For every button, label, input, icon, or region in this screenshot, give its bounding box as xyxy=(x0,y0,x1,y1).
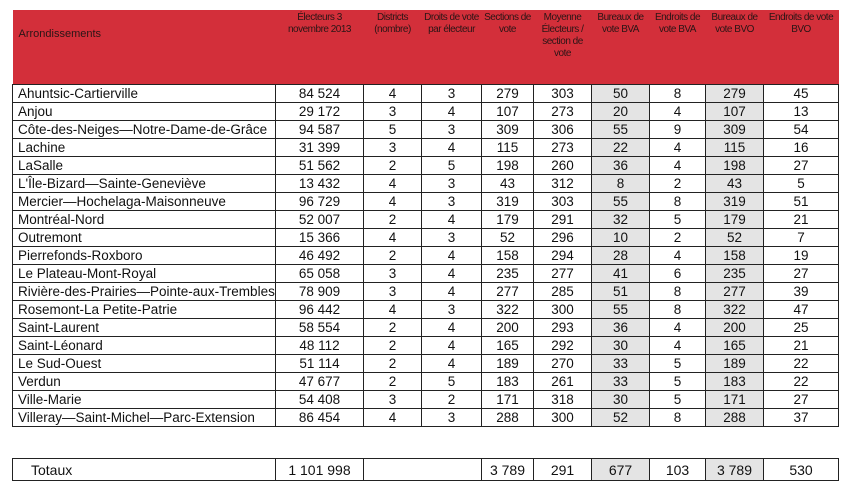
cell-droits-de-vote: 4 xyxy=(422,336,482,354)
table-row xyxy=(13,336,839,354)
cell-electeurs: 58 554 xyxy=(276,318,364,336)
cell-endroits-bva: 5 xyxy=(650,372,706,390)
cell-bureaux-bvo: 52 xyxy=(706,228,764,246)
cell-endroits-bvo: 22 xyxy=(764,354,839,372)
cell-electeurs: 13 432 xyxy=(276,174,364,192)
cell-bureaux-bva: 33 xyxy=(592,372,650,390)
table-row xyxy=(13,264,839,282)
table-row xyxy=(13,156,839,174)
cell-moyenne: 296 xyxy=(534,228,592,246)
cell-arrondissement: Outremont xyxy=(13,228,276,246)
cell-moyenne: 261 xyxy=(534,372,592,390)
table-row xyxy=(13,246,839,264)
cell-sections: 288 xyxy=(482,408,534,426)
cell-moyenne: 277 xyxy=(534,264,592,282)
table-row xyxy=(13,372,839,390)
cell-bureaux-bvo: 183 xyxy=(706,372,764,390)
cell-districts: 2 xyxy=(364,354,422,372)
header-row xyxy=(13,10,839,84)
cell-moyenne: 303 xyxy=(534,84,592,102)
cell-bureaux-bvo: 277 xyxy=(706,282,764,300)
cell-droits-de-vote: 2 xyxy=(422,390,482,408)
cell-droits-de-vote: 4 xyxy=(422,246,482,264)
totals-moyenne: 291 xyxy=(534,459,592,481)
cell-electeurs: 47 677 xyxy=(276,372,364,390)
cell-droits-de-vote: 3 xyxy=(422,174,482,192)
cell-droits-de-vote: 4 xyxy=(422,354,482,372)
cell-bureaux-bvo: 189 xyxy=(706,354,764,372)
cell-endroits-bva: 8 xyxy=(650,84,706,102)
cell-bureaux-bva: 30 xyxy=(592,336,650,354)
cell-bureaux-bvo: 179 xyxy=(706,210,764,228)
cell-bureaux-bva: 32 xyxy=(592,210,650,228)
cell-districts: 4 xyxy=(364,84,422,102)
cell-endroits-bvo: 51 xyxy=(764,192,839,210)
cell-endroits-bvo: 16 xyxy=(764,138,839,156)
cell-arrondissement: Rosemont-La Petite-Patrie xyxy=(13,300,276,318)
cell-electeurs: 54 408 xyxy=(276,390,364,408)
cell-districts: 2 xyxy=(364,156,422,174)
table-row xyxy=(13,318,839,336)
cell-endroits-bva: 9 xyxy=(650,120,706,138)
cell-moyenne: 260 xyxy=(534,156,592,174)
cell-districts: 4 xyxy=(364,300,422,318)
cell-endroits-bvo: 54 xyxy=(764,120,839,138)
cell-endroits-bvo: 7 xyxy=(764,228,839,246)
cell-arrondissement: L'Île-Bizard—Sainte-Geneviève xyxy=(13,174,276,192)
cell-sections: 179 xyxy=(482,210,534,228)
arrondissements-table xyxy=(12,10,839,427)
cell-moyenne: 292 xyxy=(534,336,592,354)
cell-electeurs: 94 587 xyxy=(276,120,364,138)
cell-bureaux-bvo: 235 xyxy=(706,264,764,282)
table-row xyxy=(13,210,839,228)
table-row xyxy=(13,102,839,120)
cell-sections: 52 xyxy=(482,228,534,246)
cell-bureaux-bvo: 115 xyxy=(706,138,764,156)
cell-bureaux-bva: 52 xyxy=(592,408,650,426)
cell-sections: 115 xyxy=(482,138,534,156)
cell-endroits-bvo: 13 xyxy=(764,102,839,120)
totals-districts xyxy=(364,459,422,481)
totals-endroits-bvo: 530 xyxy=(764,459,839,481)
cell-endroits-bvo: 27 xyxy=(764,264,839,282)
cell-bureaux-bva: 20 xyxy=(592,102,650,120)
cell-electeurs: 48 112 xyxy=(276,336,364,354)
cell-arrondissement: Mercier—Hochelaga-Maisonneuve xyxy=(13,192,276,210)
cell-electeurs: 15 366 xyxy=(276,228,364,246)
cell-droits-de-vote: 5 xyxy=(422,156,482,174)
cell-droits-de-vote: 3 xyxy=(422,300,482,318)
cell-bureaux-bvo: 198 xyxy=(706,156,764,174)
totals-row xyxy=(13,459,839,481)
cell-districts: 2 xyxy=(364,336,422,354)
cell-sections: 165 xyxy=(482,336,534,354)
totals-sections: 3 789 xyxy=(482,459,534,481)
cell-bureaux-bvo: 158 xyxy=(706,246,764,264)
cell-arrondissement: Lachine xyxy=(13,138,276,156)
cell-bureaux-bva: 36 xyxy=(592,318,650,336)
header-districts: Districts (nombre) xyxy=(364,10,422,84)
cell-electeurs: 65 058 xyxy=(276,264,364,282)
cell-sections: 171 xyxy=(482,390,534,408)
header-endroits-bvo: Endroits de vote BVO xyxy=(764,10,839,84)
cell-districts: 3 xyxy=(364,390,422,408)
table-row xyxy=(13,84,839,102)
cell-bureaux-bva: 28 xyxy=(592,246,650,264)
cell-endroits-bva: 8 xyxy=(650,408,706,426)
cell-endroits-bvo: 39 xyxy=(764,282,839,300)
cell-bureaux-bva: 30 xyxy=(592,390,650,408)
cell-sections: 158 xyxy=(482,246,534,264)
header-endroits-bva: Endroits de vote BVA xyxy=(650,10,706,84)
cell-endroits-bvo: 27 xyxy=(764,156,839,174)
cell-electeurs: 29 172 xyxy=(276,102,364,120)
cell-endroits-bva: 5 xyxy=(650,210,706,228)
cell-arrondissement: Pierrefonds-Roxboro xyxy=(13,246,276,264)
cell-endroits-bva: 8 xyxy=(650,282,706,300)
cell-endroits-bva: 4 xyxy=(650,336,706,354)
cell-districts: 2 xyxy=(364,372,422,390)
cell-endroits-bvo: 21 xyxy=(764,336,839,354)
cell-districts: 3 xyxy=(364,282,422,300)
cell-arrondissement: Ahuntsic-Cartierville xyxy=(13,84,276,102)
cell-districts: 5 xyxy=(364,120,422,138)
cell-arrondissement: Côte-des-Neiges—Notre-Dame-de-Grâce xyxy=(13,120,276,138)
cell-moyenne: 318 xyxy=(534,390,592,408)
cell-sections: 200 xyxy=(482,318,534,336)
cell-bureaux-bvo: 165 xyxy=(706,336,764,354)
header-arrondissements: Arrondissements xyxy=(13,10,276,84)
cell-bureaux-bvo: 171 xyxy=(706,390,764,408)
cell-endroits-bva: 5 xyxy=(650,354,706,372)
cell-endroits-bvo: 37 xyxy=(764,408,839,426)
cell-endroits-bvo: 22 xyxy=(764,372,839,390)
cell-sections: 43 xyxy=(482,174,534,192)
cell-droits-de-vote: 3 xyxy=(422,120,482,138)
cell-bureaux-bva: 8 xyxy=(592,174,650,192)
cell-moyenne: 270 xyxy=(534,354,592,372)
table-row xyxy=(13,174,839,192)
cell-endroits-bvo: 19 xyxy=(764,246,839,264)
cell-arrondissement: Verdun xyxy=(13,372,276,390)
cell-electeurs: 96 729 xyxy=(276,192,364,210)
cell-bureaux-bvo: 309 xyxy=(706,120,764,138)
cell-electeurs: 96 442 xyxy=(276,300,364,318)
cell-arrondissement: Anjou xyxy=(13,102,276,120)
cell-endroits-bva: 4 xyxy=(650,318,706,336)
cell-moyenne: 294 xyxy=(534,246,592,264)
cell-sections: 277 xyxy=(482,282,534,300)
header-sections-de-vote: Sections de vote xyxy=(482,10,534,84)
cell-electeurs: 84 524 xyxy=(276,84,364,102)
cell-bureaux-bvo: 43 xyxy=(706,174,764,192)
cell-endroits-bva: 4 xyxy=(650,138,706,156)
cell-arrondissement: Rivière-des-Prairies—Pointe-aux-Trembles xyxy=(13,282,276,300)
cell-arrondissement: Montréal-Nord xyxy=(13,210,276,228)
cell-bureaux-bva: 41 xyxy=(592,264,650,282)
table-row xyxy=(13,120,839,138)
cell-districts: 2 xyxy=(364,210,422,228)
header-electeurs: Électeurs 3 novembre 2013 xyxy=(276,10,364,84)
cell-moyenne: 273 xyxy=(534,102,592,120)
cell-endroits-bvo: 27 xyxy=(764,390,839,408)
cell-districts: 4 xyxy=(364,192,422,210)
cell-arrondissement: Saint-Léonard xyxy=(13,336,276,354)
cell-endroits-bva: 4 xyxy=(650,156,706,174)
table-row xyxy=(13,138,839,156)
cell-bureaux-bva: 10 xyxy=(592,228,650,246)
cell-arrondissement: Saint-Laurent xyxy=(13,318,276,336)
cell-endroits-bvo: 5 xyxy=(764,174,839,192)
cell-arrondissement: Ville-Marie xyxy=(13,390,276,408)
cell-droits-de-vote: 4 xyxy=(422,282,482,300)
cell-sections: 235 xyxy=(482,264,534,282)
cell-districts: 4 xyxy=(364,228,422,246)
header-bureaux-bva: Bureaux de vote BVA xyxy=(592,10,650,84)
cell-arrondissement: Le Sud-Ouest xyxy=(13,354,276,372)
cell-bureaux-bvo: 322 xyxy=(706,300,764,318)
cell-endroits-bvo: 47 xyxy=(764,300,839,318)
cell-electeurs: 51 114 xyxy=(276,354,364,372)
cell-endroits-bva: 4 xyxy=(650,246,706,264)
cell-droits-de-vote: 4 xyxy=(422,138,482,156)
cell-endroits-bva: 8 xyxy=(650,300,706,318)
cell-bureaux-bvo: 200 xyxy=(706,318,764,336)
cell-droits-de-vote: 3 xyxy=(422,408,482,426)
cell-bureaux-bvo: 288 xyxy=(706,408,764,426)
cell-sections: 279 xyxy=(482,84,534,102)
cell-sections: 183 xyxy=(482,372,534,390)
totals-droits xyxy=(422,459,482,481)
cell-electeurs: 52 007 xyxy=(276,210,364,228)
cell-moyenne: 312 xyxy=(534,174,592,192)
cell-bureaux-bva: 50 xyxy=(592,84,650,102)
cell-bureaux-bva: 33 xyxy=(592,354,650,372)
cell-electeurs: 51 562 xyxy=(276,156,364,174)
totals-endroits-bva: 103 xyxy=(650,459,706,481)
table-row xyxy=(13,228,839,246)
cell-moyenne: 303 xyxy=(534,192,592,210)
cell-moyenne: 291 xyxy=(534,210,592,228)
table-row xyxy=(13,192,839,210)
cell-arrondissement: LaSalle xyxy=(13,156,276,174)
cell-droits-de-vote: 4 xyxy=(422,210,482,228)
cell-moyenne: 300 xyxy=(534,300,592,318)
cell-arrondissement: Le Plateau-Mont-Royal xyxy=(13,264,276,282)
cell-droits-de-vote: 3 xyxy=(422,192,482,210)
table-row xyxy=(13,390,839,408)
cell-droits-de-vote: 4 xyxy=(422,318,482,336)
header-bureaux-bvo: Bureaux de vote BVO xyxy=(706,10,764,84)
cell-electeurs: 78 909 xyxy=(276,282,364,300)
cell-bureaux-bva: 22 xyxy=(592,138,650,156)
cell-arrondissement: Villeray—Saint-Michel—Parc-Extension xyxy=(13,408,276,426)
totals-table xyxy=(12,458,839,481)
cell-bureaux-bva: 55 xyxy=(592,192,650,210)
totals-label: Totaux xyxy=(13,459,276,481)
cell-bureaux-bva: 55 xyxy=(592,300,650,318)
cell-districts: 3 xyxy=(364,102,422,120)
header-droits-de-vote: Droits de vote par électeur xyxy=(422,10,482,84)
cell-droits-de-vote: 3 xyxy=(422,84,482,102)
cell-bureaux-bvo: 107 xyxy=(706,102,764,120)
cell-moyenne: 273 xyxy=(534,138,592,156)
cell-moyenne: 293 xyxy=(534,318,592,336)
cell-bureaux-bva: 36 xyxy=(592,156,650,174)
table-row xyxy=(13,300,839,318)
cell-sections: 107 xyxy=(482,102,534,120)
cell-sections: 309 xyxy=(482,120,534,138)
cell-endroits-bva: 2 xyxy=(650,228,706,246)
cell-districts: 4 xyxy=(364,408,422,426)
cell-sections: 322 xyxy=(482,300,534,318)
cell-droits-de-vote: 3 xyxy=(422,228,482,246)
cell-districts: 2 xyxy=(364,246,422,264)
cell-droits-de-vote: 5 xyxy=(422,372,482,390)
cell-bureaux-bva: 55 xyxy=(592,120,650,138)
cell-bureaux-bvo: 319 xyxy=(706,192,764,210)
cell-electeurs: 31 399 xyxy=(276,138,364,156)
header-moyenne-electeurs: Moyenne Électeurs / section de vote xyxy=(534,10,592,84)
cell-electeurs: 86 454 xyxy=(276,408,364,426)
cell-droits-de-vote: 4 xyxy=(422,264,482,282)
table-row xyxy=(13,282,839,300)
cell-endroits-bvo: 21 xyxy=(764,210,839,228)
cell-sections: 319 xyxy=(482,192,534,210)
cell-endroits-bva: 8 xyxy=(650,192,706,210)
cell-districts: 4 xyxy=(364,174,422,192)
cell-bureaux-bva: 51 xyxy=(592,282,650,300)
cell-endroits-bva: 5 xyxy=(650,390,706,408)
table-row xyxy=(13,408,839,426)
cell-electeurs: 46 492 xyxy=(276,246,364,264)
cell-endroits-bva: 6 xyxy=(650,264,706,282)
cell-districts: 3 xyxy=(364,264,422,282)
totals-electeurs: 1 101 998 xyxy=(276,459,364,481)
cell-endroits-bva: 2 xyxy=(650,174,706,192)
cell-moyenne: 285 xyxy=(534,282,592,300)
totals-bureaux-bvo: 3 789 xyxy=(706,459,764,481)
cell-districts: 3 xyxy=(364,138,422,156)
cell-districts: 2 xyxy=(364,318,422,336)
totals-bureaux-bva: 677 xyxy=(592,459,650,481)
cell-endroits-bva: 4 xyxy=(650,102,706,120)
cell-sections: 198 xyxy=(482,156,534,174)
cell-sections: 189 xyxy=(482,354,534,372)
cell-moyenne: 300 xyxy=(534,408,592,426)
table-row xyxy=(13,354,839,372)
cell-moyenne: 306 xyxy=(534,120,592,138)
cell-endroits-bvo: 25 xyxy=(764,318,839,336)
cell-droits-de-vote: 4 xyxy=(422,102,482,120)
cell-endroits-bvo: 45 xyxy=(764,84,839,102)
cell-bureaux-bvo: 279 xyxy=(706,84,764,102)
